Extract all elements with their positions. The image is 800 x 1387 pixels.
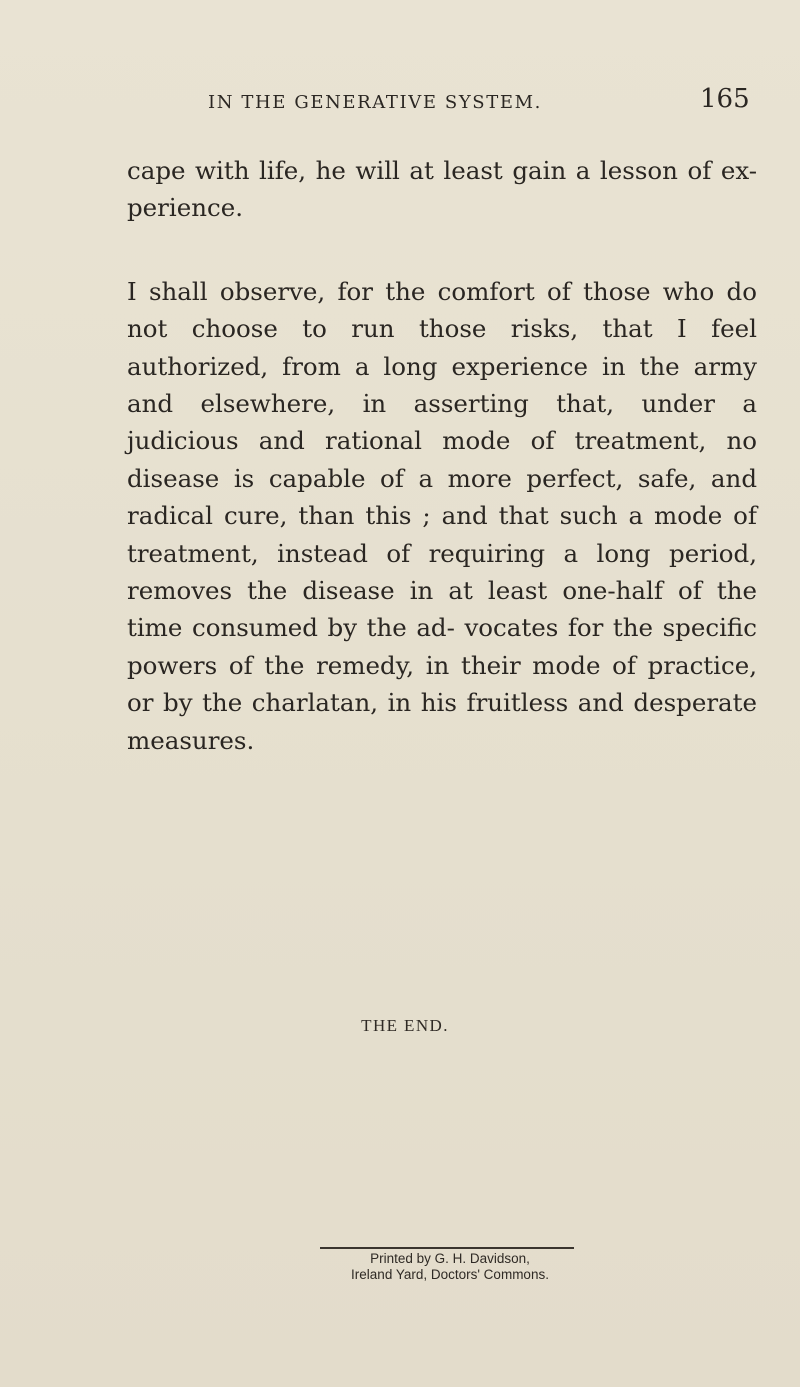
imprint-divider — [320, 1247, 574, 1249]
body-text — [127, 152, 757, 759]
imprint-line-printer: Printed by G. H. Davidson, — [370, 1251, 530, 1266]
paragraph-main: I shall observe, for the comfort of those who do not choose to run those risks, that I feel authorized, from a long experience in the army and elsewhere, in asserting that, under a judicious and rational mode of treatment, no disease is capable of a more perfect, safe, and radical cure, than this ; and that such a mode of treatment, instead of requiring a long period, removes the disease in at least one-half of the time consumed by the ad- vocates for the specific powers of the remedy, in their mode of practice, or by the charlatan, in his fruitless and desperate measures. — [127, 276, 757, 755]
imprint-line-address: Ireland Yard, Doctors' Commons. — [351, 1267, 549, 1282]
printer-imprint — [300, 1251, 600, 1283]
page-number: 165 — [700, 84, 750, 114]
paragraph-continuation: cape with life, he will at least gain a lesson of ex- perience. — [127, 156, 757, 223]
running-head: IN THE GENERATIVE SYSTEM. — [208, 92, 542, 113]
the-end-heading: THE END. — [361, 1016, 449, 1035]
